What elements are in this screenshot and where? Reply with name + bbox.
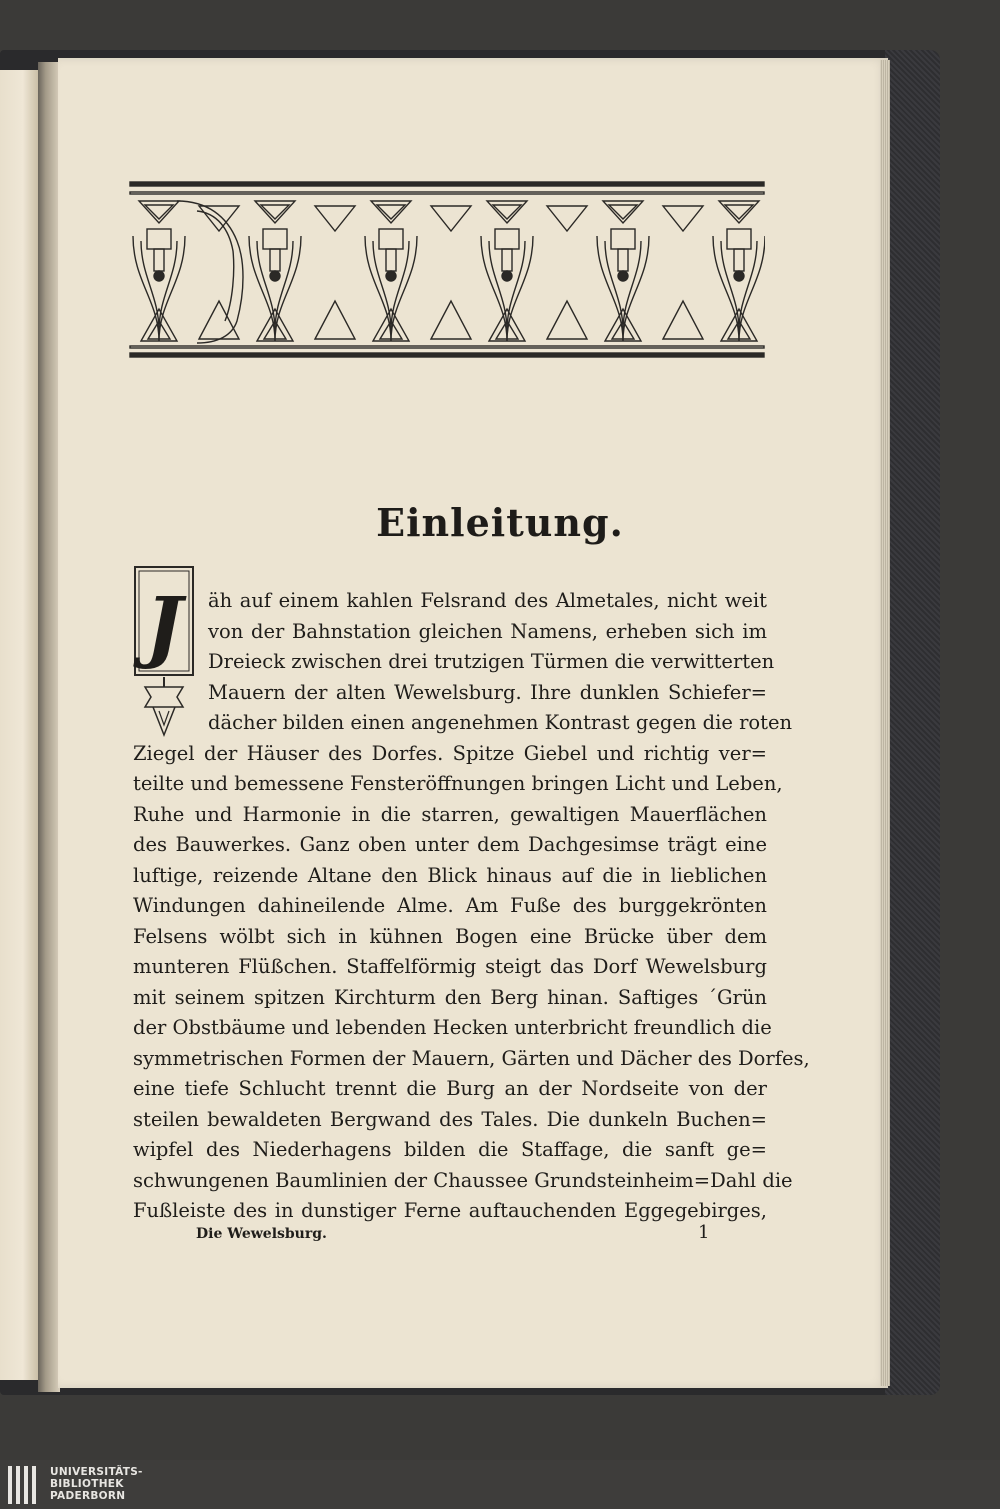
library-line-3: PADERBORN <box>50 1490 126 1502</box>
left-page-edge <box>0 70 38 1380</box>
chapter-title: Einleitung. <box>376 500 624 545</box>
text-line: wipfel des Niederhagens bilden die Staffage, die sanft ge= <box>133 1138 767 1161</box>
library-line-2: BIBLIOTHEK <box>50 1478 124 1490</box>
text-line: Fußleiste des in dunstiger Ferne auftauchenden Eggegebirges, <box>133 1199 767 1222</box>
text-line: dächer bilden einen angenehmen Kontrast gegen die roten <box>208 711 793 734</box>
text-line: der Obstbäume und lebenden Hecken unterbricht freundlich die <box>133 1016 772 1039</box>
text-line: Mauern der alten Wewelsburg. Ihre dunklen Schiefer= <box>208 680 767 704</box>
text-line: teilte und bemessene Fensteröffnungen bringen Licht und Leben, <box>133 772 783 795</box>
text-line: Felsens wölbt sich in kühnen Bogen eine Brücke über dem <box>133 924 767 948</box>
text-line: Windungen dahineilende Alme. Am Fuße des burggekrönten <box>133 894 767 917</box>
ornament-band <box>129 181 765 359</box>
text-line: Ziegel der Häuser des Dorfes. Spitze Giebel und richtig ver= <box>133 741 767 765</box>
text-line: des Bauwerkes. Ganz oben unter dem Dachgesimse trägt eine <box>133 833 767 856</box>
page-stack-edges <box>880 60 890 1386</box>
text-line: äh auf einem kahlen Felsrand des Almetales, nicht weit <box>208 589 767 612</box>
text-line: eine tiefe Schlucht trennt die Burg an der Nordseite von der <box>133 1077 767 1100</box>
page-number: 1 <box>698 1222 710 1243</box>
text-line: von der Bahnstation gleichen Namens, erheben sich im <box>208 619 767 643</box>
library-line-1: UNIVERSITÄTS- <box>50 1466 143 1478</box>
text-line: steilen bewaldeten Bergwand des Tales. Die dunkeln Buchen= <box>133 1107 767 1131</box>
text-line: luftige, reizende Altane den Blick hinaus auf die in lieblichen <box>133 863 767 887</box>
drop-cap-letter: J <box>145 581 183 672</box>
text-line: mit seinem spitzen Kirchturm den Berg hinan. Saftiges ´Grün <box>133 985 767 1009</box>
library-logo-icon <box>6 1464 42 1506</box>
library-name <box>50 1466 143 1502</box>
cover-spine-edge <box>885 50 940 1395</box>
library-watermark-bar <box>0 1460 1000 1509</box>
text-line: Ruhe und Harmonie in die starren, gewaltigen Mauerflächen <box>133 802 767 826</box>
text-line: munteren Flüßchen. Staffelförmig steigt das Dorf Wewelsburg <box>133 955 767 978</box>
text-line: schwungenen Baumlinien der Chaussee Grundsteinheim=Dahl die <box>133 1168 793 1192</box>
running-footer-title: Die Wewelsburg. <box>196 1226 327 1242</box>
text-line: symmetrischen Formen der Mauern, Gärten und Dächer des Dorfes, <box>133 1046 810 1070</box>
body-text <box>133 586 810 1227</box>
book-gutter <box>38 62 60 1392</box>
text-line: Dreieck zwischen drei trutzigen Türmen die verwitterten <box>208 650 775 673</box>
